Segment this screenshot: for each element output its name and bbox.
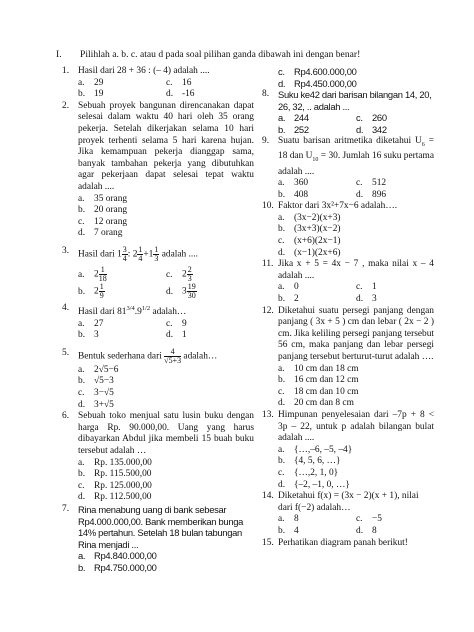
option-c[interactable]: c. 1 xyxy=(356,282,377,293)
option-c[interactable]: c. Rp. 125.000,00 xyxy=(78,480,152,491)
question-3: 3. Hasil dari 1 $\frac{3}{4}$ : 2 $\frac{1}{4}$ +1 $\frac{1}{3}$ adalah .... a. 2 $\frac{1}{18}$ c. 2 $\frac{2}{3}$ b. 2 $\frac{1}{9}$ d. 3 $\frac{19}{30}$ xyxy=(62,246,254,300)
option-b[interactable]: b. 252 xyxy=(278,123,309,135)
right-column xyxy=(262,66,434,549)
options xyxy=(278,282,434,305)
option-c[interactable]: c. (x+6)(2x−1) xyxy=(278,236,341,247)
question-12: 12. Diketahui suatu persegi panjang dengan panjang ( 3x + 5 ) cm dan lebar ( 2x − 2 ) cm. Jika keliling persegi panjang tersebut 56 cm, maka panjang dan lebar persegi panjang tersebut berturut-turut adalah …. a. 10 cm dan 18 cm b. 16 cm dan 12 cm c. 18 cm dan 10 cm d. 20 cm dan 8 cm xyxy=(262,305,434,409)
option-b[interactable]: b. Rp. 115.500,00 xyxy=(78,469,152,480)
option-c[interactable]: c. 18 cm dan 10 cm xyxy=(278,386,359,397)
question-1: 1. Hasil dari 28 + 36 : (– 4) adalah .... a. 29 c. 16 b. 19 d. -16 xyxy=(62,66,254,101)
question-8: 8. Suku ke42 dari barisan bilangan 14, 20, 26, 32, .. adalah ... a. 244 c. 260 b. 252 d. 342 xyxy=(262,89,434,135)
question-2: 2. Sebuah proyek bangunan direncanakan dapat selesai dalam waktu 40 hari oleh 35 orang pekerja. Setelah dikerjakan selama 10 hari proyek terhenti selama 5 hari karena hujan. Jika kemampuan pekerja dianggap sama, banyak tambahan pekerja yang dibutuhkan agar pekerjaan dapat selesai tepat waktu adalah .... a. 35 orang b. 20 orang c. 12 orang d. 7 orang xyxy=(62,100,254,239)
option-d[interactable]: d. 896 xyxy=(356,189,387,200)
option-a[interactable]: a. 2 $\frac{1}{18}$ xyxy=(78,264,107,283)
option-d[interactable]: d. 20 cm dan 8 cm xyxy=(278,398,354,409)
question-6: 6. Sebuah toko menjual satu lusin buku dengan harga Rp. 90.000,00. Uang yang harus dibayarkan Abdul jika membeli 15 buah buku tersebut adalah … a. Rp. 135.000,00 b. Rp. 115.500,00 c. Rp. 125.000,00 d. Rp. 112.500,00 xyxy=(62,411,254,503)
option-b[interactable]: b. 20 orang xyxy=(78,205,128,216)
option-c[interactable]: c. Rp4.600.000,00 xyxy=(278,66,357,77)
option-a[interactable]: a. Rp4.840.000,00 xyxy=(78,550,157,562)
option-b[interactable]: b. 3 xyxy=(78,330,99,341)
option-a[interactable]: a. 35 orang xyxy=(78,193,128,204)
options xyxy=(78,194,254,240)
option-d[interactable]: d. Rp. 112.500,00 xyxy=(78,492,152,503)
option-b[interactable]: b. 4 xyxy=(278,525,299,536)
option-b[interactable]: b. 19 xyxy=(78,89,104,100)
option-b[interactable]: b. {4, 5, 6, …} xyxy=(278,456,341,467)
option-a[interactable]: a. 27 xyxy=(78,318,104,329)
option-c[interactable]: c. 3−√5 xyxy=(78,388,114,398)
option-c[interactable]: c. 260 xyxy=(356,112,387,124)
option-a[interactable]: a. 8 xyxy=(278,514,299,525)
option-c[interactable]: c. 2 $\frac{2}{3}$ xyxy=(166,264,192,283)
question-14: 14. Diketahui f(x) = (3x − 2)(x + 1), nilai dari f(−2) adalah… a. 8 c. −5 b. 4 d. 8 xyxy=(262,491,434,537)
options xyxy=(278,213,434,259)
option-d[interactable]: d. 3 $\frac{19}{30}$ xyxy=(166,281,196,300)
options xyxy=(78,550,254,573)
question-9: 9. Suatu barisan aritmetika diketahui $U_6 = 18$ dan $U_{10} = 30$. Jumlah 16 suku pertama adalah .... a. 360 c. 512 b. 408 d. 896 xyxy=(262,135,434,200)
option-b[interactable]: b. 16 cm dan 12 cm xyxy=(278,375,359,386)
options xyxy=(278,178,434,201)
question-7-continued xyxy=(278,66,434,89)
question-5: 5. Bentuk sederhana dari $\frac{4}{√5+3}$ adalah… a. 2√5−6 b. √5−3 c. 3−√5 d. 3+√5 xyxy=(62,348,254,411)
options xyxy=(278,112,434,135)
options xyxy=(78,78,254,101)
option-c[interactable]: c. {…,2, 1, 0} xyxy=(278,467,339,478)
options xyxy=(278,364,434,410)
option-b[interactable]: b. 2 xyxy=(278,294,299,305)
option-d[interactable]: d. {–2, –1, 0, …} xyxy=(278,479,350,490)
option-a[interactable]: a. 244 xyxy=(278,112,309,124)
instruction-text: Pilihlah a. b. c. atau d pada soal pilihan ganda dibawah ini dengan benar! xyxy=(80,49,361,60)
left-column xyxy=(62,66,254,574)
option-d[interactable]: d. 1 xyxy=(166,330,187,341)
option-d[interactable]: d. (x−1)(2x+6) xyxy=(278,247,341,258)
option-d[interactable]: d. 3 xyxy=(356,294,377,305)
option-a[interactable]: a. 10 cm dan 18 cm xyxy=(278,363,359,374)
option-c[interactable]: c. 12 orang xyxy=(78,216,128,227)
option-a[interactable]: a. Rp. 135.000,00 xyxy=(78,457,152,468)
option-a[interactable]: a. 360 xyxy=(278,178,309,189)
option-d[interactable]: d. -16 xyxy=(166,89,195,100)
question-13: 13. Himpunan penyelesaian dari –7p + 8 < 3p – 22, untuk p adalah bilangan bulat adalah .... a. {…,–6, –5, –4} b. {4, 5, 6, …} c. {…,2, 1, 0} d. {–2, –1, 0, …} xyxy=(262,409,434,490)
option-c[interactable]: c. −5 xyxy=(356,514,382,525)
option-a[interactable]: a. (3x−2)(x+3) xyxy=(278,212,341,223)
option-b[interactable]: b. Rp4.750.000,00 xyxy=(78,561,157,573)
option-c[interactable]: c. 16 xyxy=(166,77,192,88)
option-b[interactable]: b. 2 $\frac{1}{9}$ xyxy=(78,281,104,300)
option-d[interactable]: d. 8 xyxy=(356,525,377,536)
question-11: 11. Jika x + 5 = 4x − 7 , maka nilai x – 4 adalah .... a. 0 c. 1 b. 2 d. 3 xyxy=(262,259,434,305)
options xyxy=(278,445,434,491)
option-b[interactable]: b. 408 xyxy=(278,189,309,200)
question-15: 15. Perhatikan diagram panah berikut! xyxy=(262,537,408,548)
option-b[interactable]: b. (3x+3)(x−2) xyxy=(278,224,341,235)
question-7: 7. Rina menabung uang di bank sebesar Rp4.000.000,00. Bank memberikan bunga 14% pertahun. Setelah 18 bulan tabungan Rina menjadi ... a. Rp4.840.000,00 b. Rp4.750.000,00 xyxy=(62,504,254,574)
question-10: 10. Faktor dari 3x²+7x−6 adalah…. a. (3x−2)(x+3) b. (3x+3)(x−2) c. (x+6)(2x−1) d. (x−1)(2x+6) xyxy=(262,201,434,259)
options xyxy=(78,458,254,504)
option-c[interactable]: c. 512 xyxy=(356,178,387,189)
option-a[interactable]: a. {…,–6, –5, –4} xyxy=(278,444,353,455)
option-d[interactable]: d. 342 xyxy=(356,123,387,135)
options xyxy=(78,365,254,411)
options xyxy=(278,514,434,537)
section-numeral: I. xyxy=(56,49,62,60)
option-d[interactable]: d. 3+√5 xyxy=(78,399,114,410)
option-c[interactable]: c. 9 xyxy=(166,318,187,329)
options xyxy=(78,266,254,300)
question-4: 4. Hasil dari $81^{3/4}.9^{1/2}$ adalah… a. 27 c. 9 b. 3 d. 1 xyxy=(62,303,254,342)
option-a[interactable]: a. 2√5−6 xyxy=(78,364,119,375)
option-a[interactable]: a. 0 xyxy=(278,282,299,293)
option-d[interactable]: d. Rp4.450.000,00 xyxy=(278,77,357,89)
option-a[interactable]: a. 29 xyxy=(78,77,104,88)
option-b[interactable]: b. √5−3 xyxy=(78,376,114,387)
options xyxy=(78,319,254,342)
option-d[interactable]: d. 7 orang xyxy=(78,228,123,239)
